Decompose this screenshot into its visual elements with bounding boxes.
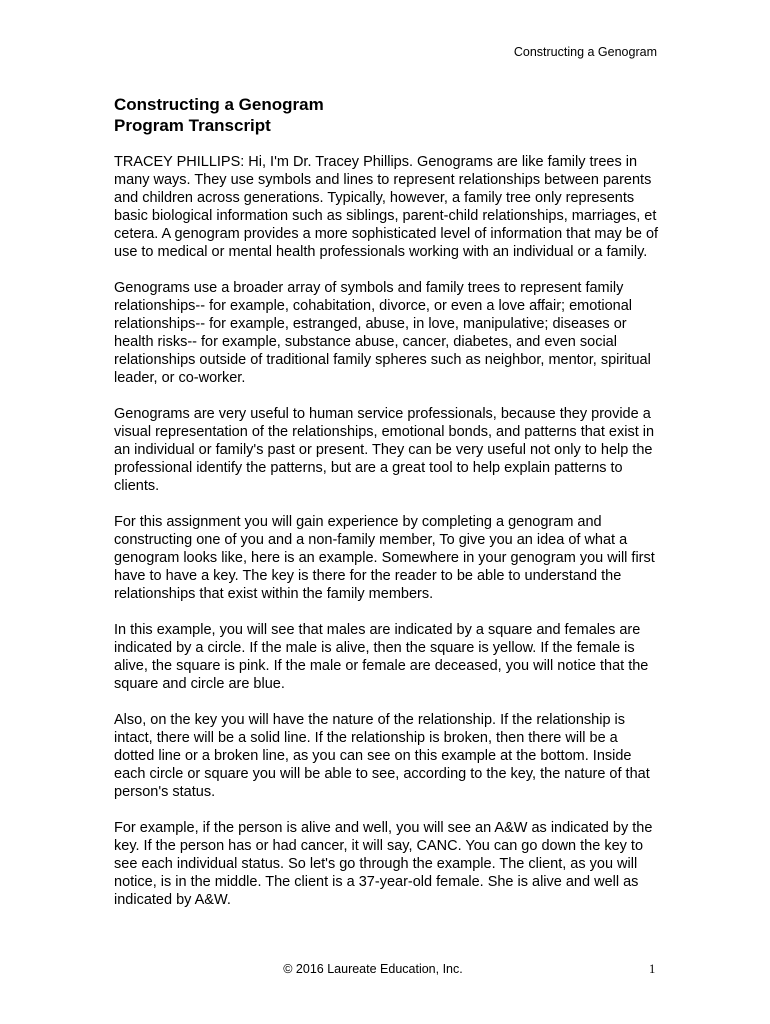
page-number: 1 (649, 962, 656, 976)
transcript-body (114, 153, 659, 927)
running-header: Constructing a Genogram (513, 45, 657, 59)
paragraph-6: Also, on the key you will have the nature of the relationship. If the relationship is intact, there will be a solid line. If the relationship is broken, then there will be a dotted line or a broken line, as you can see on this example at the bottom. Inside each circle or square you will be able to see, according to the key, the nature of that person's status. (114, 712, 650, 800)
paragraph-7: For example, if the person is alive and well, you will see an A&W as indicated by the key. If the person has or had cancer, it will say, CANC. You can go down the key to see each individual status. So let's go through the example. The client, as you will notice, is in the middle. The client is a 37-year-old female. She is alive and well as indicated by A&W. (114, 820, 653, 908)
paragraph-2: Genograms use a broader array of symbols and family trees to represent family relationships-- for example, cohabitation, divorce, or even a love affair; emotional relationships-- for example, estranged, abuse, in love, manipulative; diseases or health risks-- for example, substance abuse, cancer, diabetes, and even social relationships outside of traditional family spheres such as neighbor, mentor, spiritual leader, or co-worker. (114, 280, 651, 386)
paragraph-4: For this assignment you will gain experience by completing a genogram and constructing one of you and a non-family member, To give you an idea of what a genogram looks like, here is an example. Somewhere in your genogram you will first have to have a key. The key is there for the reader to be able to understand the relationships that exist within the family members. (114, 514, 655, 602)
title-line-1: Constructing a Genogram (114, 95, 324, 114)
document-title (114, 94, 324, 136)
paragraph-3: Genograms are very useful to human service professionals, because they provide a visual representation of the relationships, emotional bonds, and patterns that exist in an individual or family's past or present. They can be very useful not only to help the professional identify the patterns, but are a great tool to help explain patterns to clients. (114, 406, 655, 494)
title-line-2: Program Transcript (114, 116, 271, 135)
copyright-text: © 2016 Laureate Education, Inc. (283, 962, 463, 976)
paragraph-1: TRACEY PHILLIPS: Hi, I'm Dr. Tracey Phillips. Genograms are like family trees in many ways. They use symbols and lines to represent relationships between parents and children across generations. Typically, however, a family tree only represents basic biological information such as siblings, parent-child relationships, marriages, et cetera. A genogram provides a more sophisticated level of information that may be of use to medical or mental health professionals working with an individual or a family. (114, 154, 659, 260)
paragraph-5: In this example, you will see that males are indicated by a square and females are indicated by a circle. If the male is alive, then the square is yellow. If the female is alive, the square is pink. If the male or female are deceased, you will notice that the square and circle are blue. (114, 622, 649, 692)
